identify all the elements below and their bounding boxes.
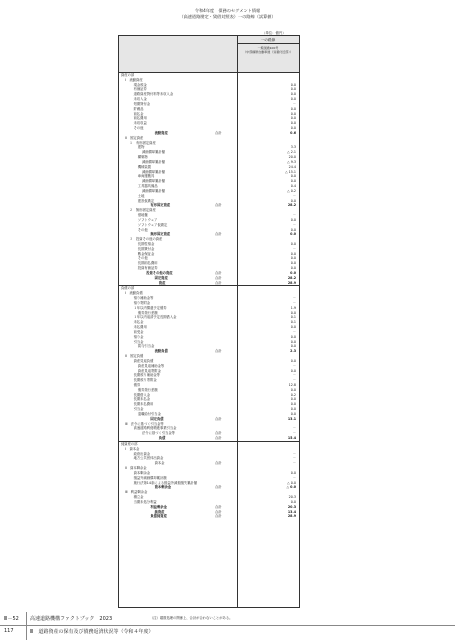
row-value: 0.0 [290,174,296,179]
row-value: 0.0 [290,121,296,126]
row-label: １年以内償還予定債券 [133,305,167,310]
row-label: 負債の部 [121,286,135,291]
row-label: 法令に基づく引当金等 [142,431,175,436]
row-value: 20.0 [288,155,296,160]
row-value: 0.0 [290,261,296,266]
row-value: － [292,461,296,466]
row-label: 借地権 [137,213,148,218]
row-label: 建物 [137,145,145,150]
row-value: － [292,213,296,218]
row-value: 0.0 [290,499,296,504]
row-label: その他 [137,227,148,232]
row-value: 0.0 [290,407,296,412]
table-header [119,36,299,73]
row-value: 28.2 [287,203,296,208]
row-total-label: 合計 [215,431,222,436]
row-label: 債券発行差額 [137,310,158,315]
row-value: 0.0 [290,87,296,92]
row-total-label: 合計 [215,349,222,354]
row-label: Ⅱ 固定負債 [125,354,144,359]
row-label: 減価償却累計額 [142,159,166,164]
row-label: 資本剰余金 [133,470,151,475]
row-value: △ 15.1 [285,169,296,174]
row-label: 前払金 [133,111,144,116]
row-label: 純資産 [154,509,165,514]
row-total-label: 合計 [215,509,222,514]
row-label: ソフトウェア仮勘定 [137,222,168,227]
row-value: △ 0.0 [287,480,296,485]
row-value: － [292,475,296,480]
row-value: 0.0 [290,198,296,203]
row-value: 0.0 [290,111,296,116]
row-label: 前受金 [133,329,144,334]
row-label: 未収入金 [133,97,147,102]
row-label: 預り寄附金 [133,300,151,305]
row-value: 0.0 [290,310,296,315]
row-label: Ⅲ 利益剰余金 [125,490,148,495]
row-label: その他 [137,256,148,261]
row-value: 0.0 [290,106,296,111]
row-label: 有価証券 [133,87,147,92]
row-label: 高速道路利便増進事業引当金 [133,426,177,431]
row-label: 負債 [158,436,166,441]
row-value: － [292,426,296,431]
row-total-label: 合計 [215,416,222,421]
row-total-label: 合計 [215,203,222,208]
column-subheader-route: 一般国道100号 [257,46,279,50]
header-label-cell [119,36,238,72]
row-label: 無形固定資産 [150,232,171,237]
row-label: 工具器具備品 [137,184,158,189]
row-value: 0.0 [290,325,296,330]
row-label: 債券 [133,383,141,387]
row-value: 0.0 [290,358,296,363]
row-label: 土地 [137,193,145,198]
row-value: 1.9 [290,305,296,310]
row-value: 0.0 [290,82,296,87]
row-label: 投資有価証券 [137,266,158,271]
row-value: － [292,193,296,198]
row-label: Ⅰ 資本金 [125,446,140,451]
row-value: 24.4 [288,164,296,169]
row-value: － [292,300,296,305]
chapter-title: Ⅲ 道路資産の保有及び債務返済状況等（令和４年度） [30,629,154,635]
row-label: 長期預り補助金等 [133,373,160,378]
book-title: 高速道路機構ファクトブック 2023 [30,616,113,622]
row-label: Ⅲ 法令に基づく引当金等 [125,421,164,426]
section-page-number: Ⅲ－52 [4,616,19,622]
row-value: 0.1 [290,315,296,320]
row-value: △ 0.0 [286,485,296,490]
row-value: － [292,363,296,368]
row-label: 固定負債 [150,416,164,421]
row-label: 長期預り寄附金 [133,378,157,383]
row-value: 0.6 [290,130,296,135]
row-label: 預り補助金等 [133,296,154,301]
row-value: △ 9.3 [287,159,296,164]
row-total-label: 合計 [215,461,222,466]
row-label: 長期前払費用 [137,261,158,266]
row-total-label: 合計 [215,270,222,275]
row-total-label: 合計 [215,504,222,509]
table-body [119,73,299,519]
row-value: － [292,296,296,301]
row-value: 0.0 [290,368,296,373]
row-label: Ⅰ 流動負債 [125,291,143,296]
row-value: 28.9 [287,280,296,285]
row-value: 0.0 [290,217,296,222]
row-value: － [292,101,296,106]
row-value: － [292,378,296,383]
row-value: 20.3 [288,495,296,500]
row-label: 資本金 [154,461,165,466]
row-label: 資産見返負債 [133,358,154,363]
row-label: 資産の部 [121,73,135,77]
row-label: 減価償却累計額 [142,188,166,193]
row-label: 固定資産 [154,275,168,280]
row-label: 施行法第14条による損益外減損損失累計額 [133,480,198,485]
row-total-label: 合計 [215,280,222,285]
row-label: 道路資産貸付料等未収入金 [133,92,174,97]
row-label: 負債純資産 [150,514,167,519]
row-label: その他 [133,126,144,131]
row-value: － [292,456,296,461]
row-value: 0.0 [290,266,296,271]
row-label: ２ 無形固定資産 [129,208,156,213]
row-value: 28.9 [287,514,296,519]
row-label: 機械装置 [137,164,151,169]
row-label: 長期性預金 [137,241,155,246]
row-total-label: 合計 [215,514,222,519]
row-value: 12.8 [288,383,296,387]
row-value: 0.0 [290,227,296,232]
row-label: 未払金 [133,320,144,325]
row-value: － [292,246,296,251]
row-value: △ 2.1 [287,150,296,155]
row-value: 0.1 [290,320,296,325]
row-label: 未収収益 [133,121,147,126]
row-value: 0.0 [290,241,296,246]
row-label: 建設仮勘定 [137,198,155,203]
row-label: 現金預金 [133,82,147,87]
row-value: 28.2 [287,275,296,280]
header-divider [237,43,299,44]
row-value: 15.4 [287,436,296,441]
row-label: 債券発行差額 [137,387,158,392]
row-value: 0.0 [290,397,296,402]
row-label: 当期未処分利益 [133,499,157,504]
row-label: 資産 [158,280,166,285]
table-row [119,514,299,519]
row-value: 0.0 [290,387,296,392]
row-label: ソフトウェア [137,217,158,222]
row-value: － [292,431,296,436]
row-value: 0.0 [290,126,296,131]
row-value: 2.3 [290,349,296,354]
row-value: 0.0 [290,470,296,475]
row-label: 長期借入金 [133,392,151,397]
row-label: 賞与引当金 [137,344,155,349]
row-label: 長期未払金 [133,397,151,402]
row-label: 敷金保証金 [137,251,155,256]
row-label: Ⅱ 固定資産 [125,135,144,140]
column-header: 一の路線 [260,38,276,42]
row-value: 0.4 [290,184,296,189]
row-value: 13.1 [287,416,296,421]
footer-divider-vertical [26,612,27,640]
header-value-cell [237,36,299,72]
page-footer [0,612,455,644]
row-value: 0.0 [290,411,296,416]
row-value: 0.0 [290,92,296,97]
row-label: 積立金 [133,495,144,500]
row-label: 有形固定資産 [150,203,171,208]
row-total-label: 合計 [215,436,222,441]
row-label: 長期貸付金 [137,246,155,251]
row-label: 預り金 [133,334,144,339]
row-label: 退職給付引当金 [137,411,161,416]
row-label: 利益剰余金 [150,504,167,509]
page-title-line2: （高速道路勘定・貸借対照表）一の路線（試算値） [179,14,276,19]
balance-sheet-table [118,35,300,608]
row-label: 長期未払費用 [133,402,154,407]
row-label: ３ 投資その他の資産 [129,237,163,242]
row-label: 損益外減価償却累計額 [133,475,167,480]
row-label: 投資その他の資産 [146,270,173,275]
row-value: 0.0 [290,116,296,121]
row-label: １年以内返済予定長期借入金 [133,315,177,320]
row-label: Ⅱ 資本剰余金 [125,466,147,471]
row-label: 前払費用 [133,116,147,121]
row-total-label: 合計 [215,275,222,280]
row-value: － [292,373,296,378]
row-value: － [292,222,296,227]
row-label: 貯蔵品 [133,106,144,111]
row-value: 0.0 [290,334,296,339]
row-total-label: 合計 [215,485,222,490]
row-label: 減価償却累計額 [142,150,166,155]
row-total-label: 合計 [215,130,222,135]
row-total-label: 合計 [215,232,222,237]
row-label: 純資産の部 [121,441,138,446]
row-value: 0.0 [290,232,296,237]
row-value: 0.0 [290,402,296,407]
row-label: 地方公共団体出資金 [133,456,164,461]
row-value: 0.0 [290,256,296,261]
row-value: 0.2 [290,392,296,397]
row-label: 車両運搬具 [137,174,155,179]
page-title-line1: 令和4年度 債務のセグメント情報 [194,8,261,13]
row-value: － [292,451,296,456]
row-value: － [292,329,296,334]
column-subheader-section: （中部横断自動車道（双葉付近部）） [243,50,293,54]
row-value: 0.0 [290,344,296,349]
row-value: 0.0 [290,251,296,256]
row-value: 0.0 [290,339,296,344]
row-value: 0.0 [290,179,296,184]
row-value: 13.4 [287,509,296,514]
row-label: １ 有形固定資産 [129,140,156,145]
row-label: 政府出資金 [133,451,151,456]
row-value: 20.3 [287,504,296,509]
unit-label: （単位：億円） [262,31,286,35]
row-label: 資本剰余金 [154,485,172,490]
row-value: 0.0 [290,270,296,275]
row-label: 未払費用 [133,325,147,330]
row-label: 引当金 [133,407,144,412]
row-label: 引当金 [133,339,144,344]
row-label: 資産見返寄附金 [137,368,161,373]
row-label: 減価償却累計額 [142,169,166,174]
row-value: △ 0.2 [287,188,296,193]
row-label: 短期貸付金 [133,101,151,106]
footnote: （注）端数処理の関係上、合計が合わないことがある。 [150,616,233,620]
footer-divider-horizontal [0,625,455,626]
row-value: 0.0 [290,97,296,102]
row-label: 資産見返補助金等 [137,363,165,368]
row-label: 構築物 [137,155,148,160]
page-number: 117 [4,628,14,634]
row-label: Ⅰ 流動資産 [125,77,143,82]
row-label: 減価償却累計額 [142,179,166,184]
row-label: 流動負債 [154,349,168,354]
row-label: 流動資産 [154,130,168,135]
row-value: 3.3 [290,145,296,150]
